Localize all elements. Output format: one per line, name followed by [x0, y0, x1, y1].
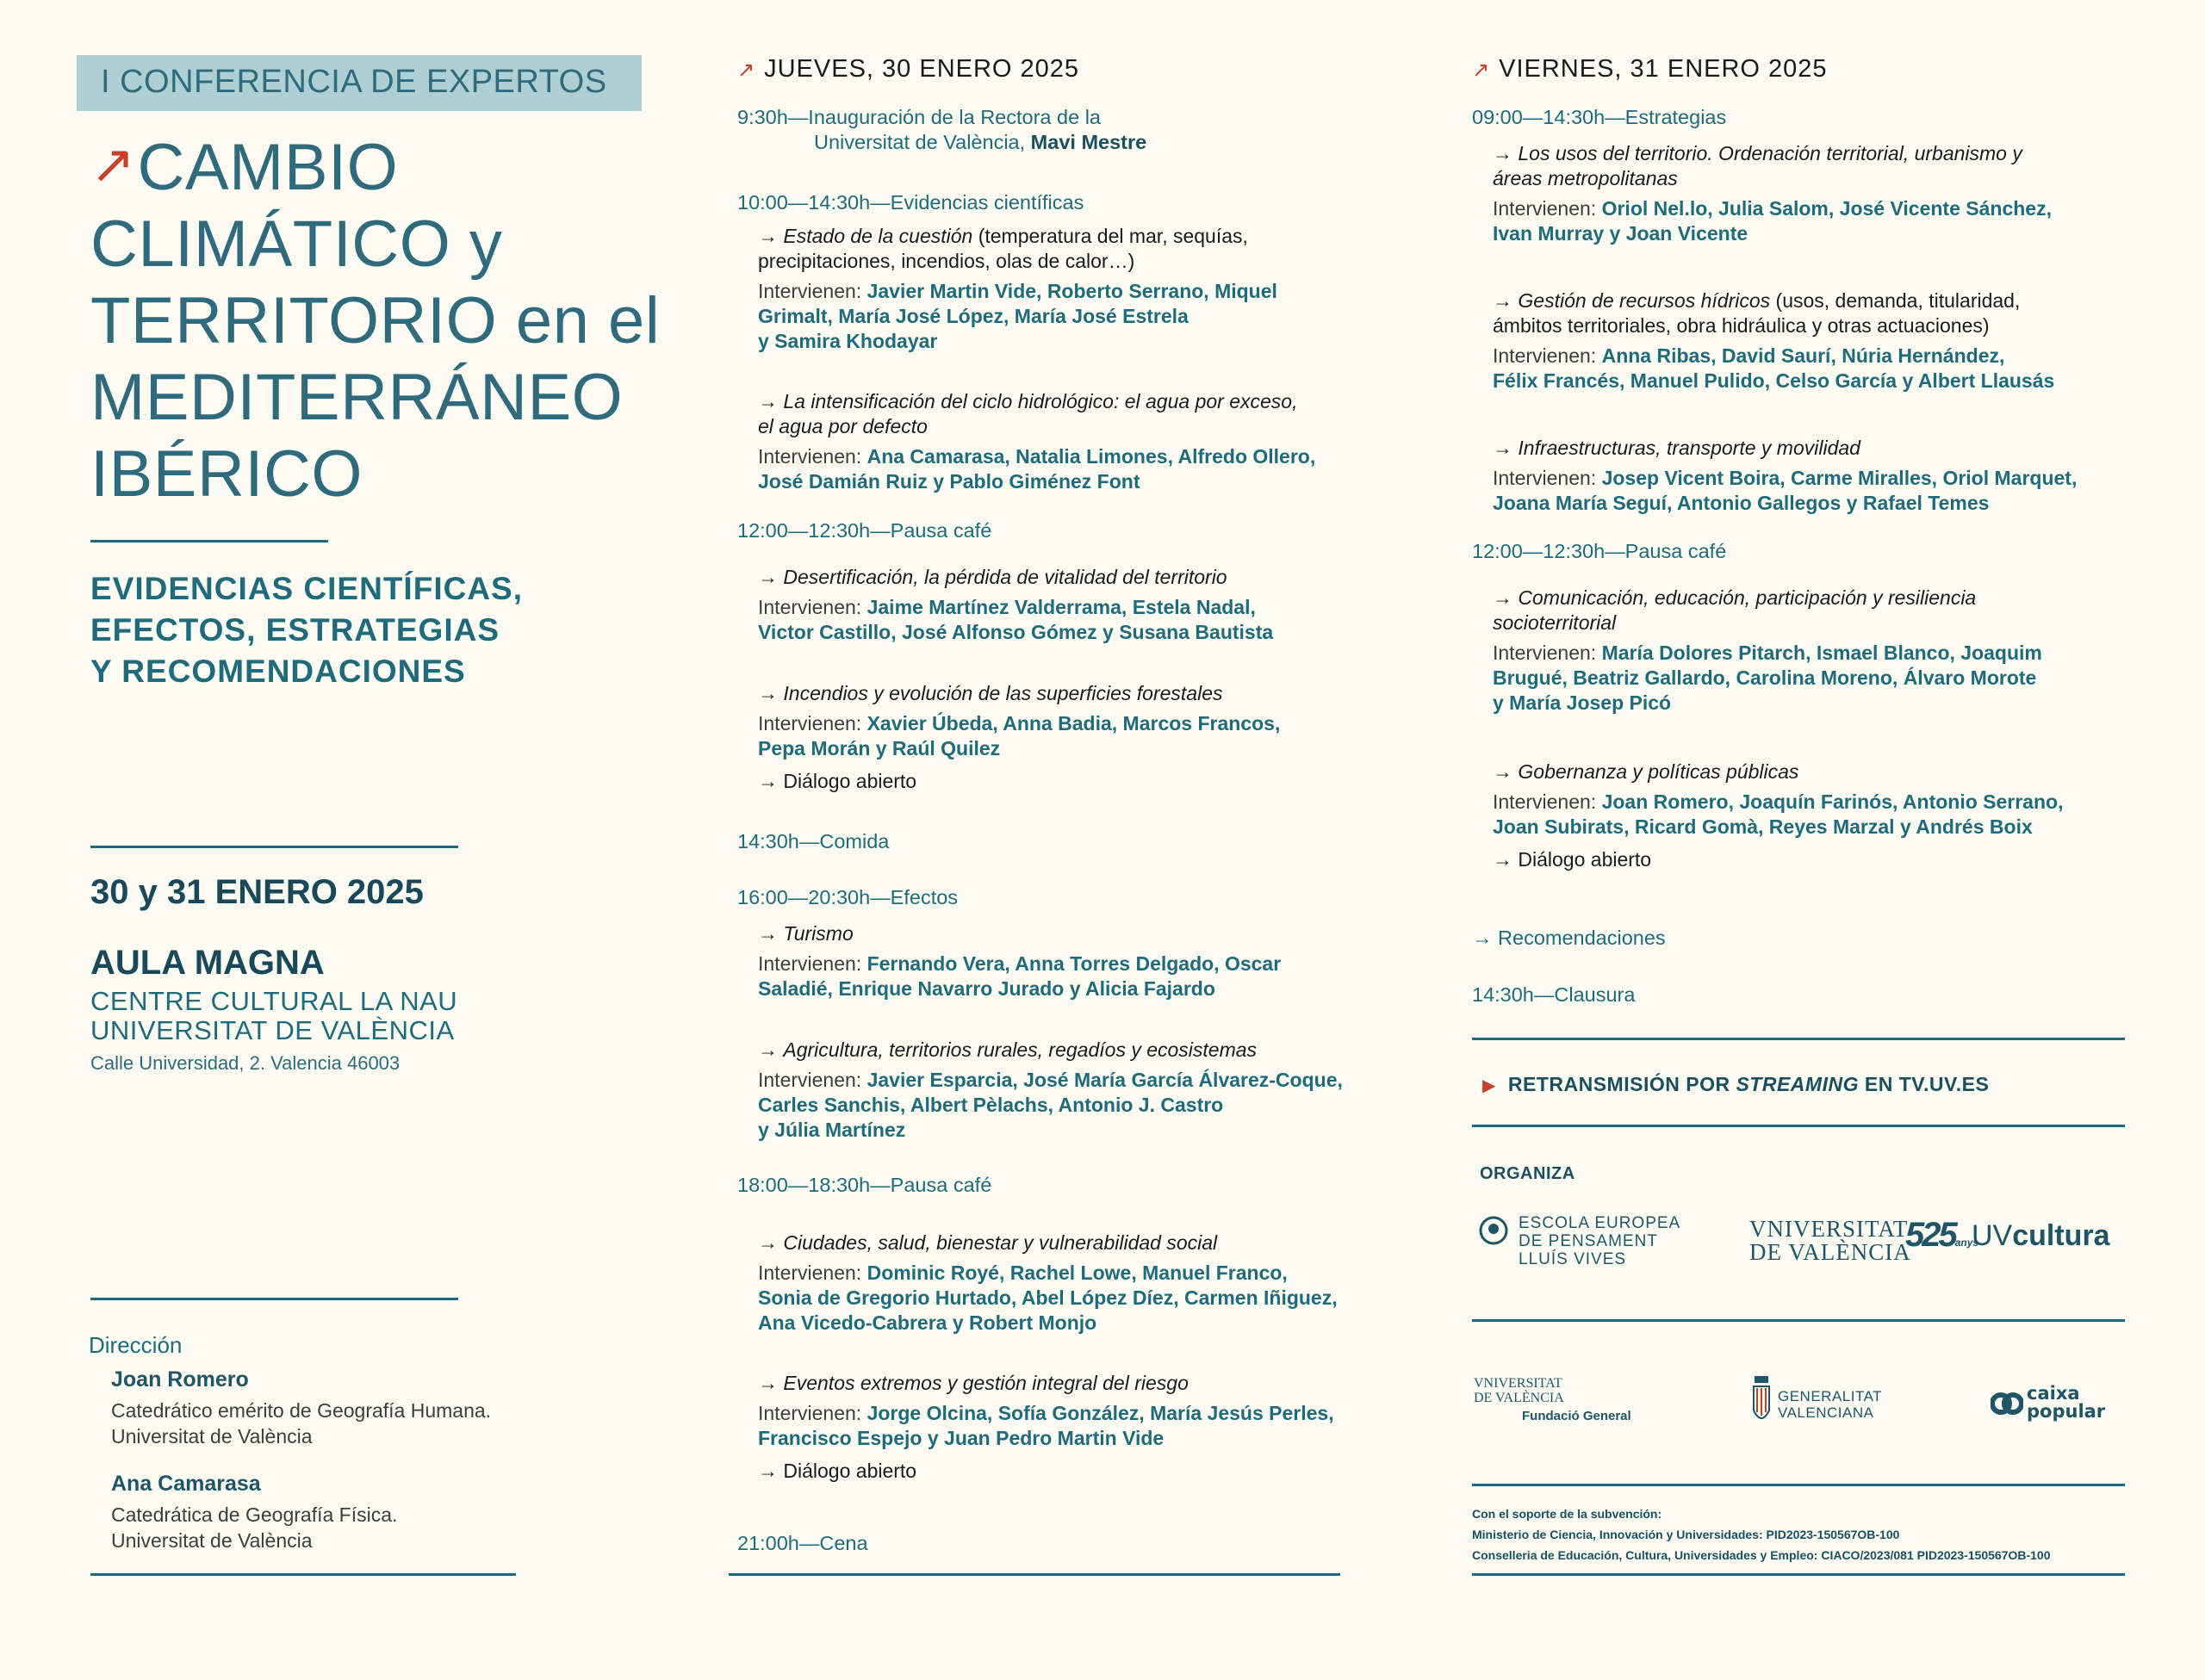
- session-speakers: [1493, 491, 2077, 516]
- logo-line: LLUÍS VIVES: [1519, 1250, 1627, 1268]
- session-speakers: [758, 620, 1273, 645]
- speaker-names: Anna Ribas, David Saurí, Núria Hernández,: [1601, 344, 2005, 367]
- divider: [90, 540, 328, 542]
- speakers-label: Intervienen:: [1493, 344, 1602, 367]
- logo-line: Fundació General: [1522, 1409, 1631, 1423]
- speaker-names: Jaime Martínez Valderrama, Estela Nadal,: [866, 596, 1256, 618]
- logo-line: GENERALITAT: [1778, 1388, 1883, 1404]
- logo-line: DE VALÈNCIA: [1474, 1391, 1564, 1405]
- speaker-names: Carles Sanchis, Albert Pèlachs, Antonio J. Castro: [758, 1094, 1224, 1116]
- speakers-label: Intervienen:: [758, 712, 867, 735]
- logo-line: DE PENSAMENT: [1519, 1232, 1658, 1250]
- speaker-names: Francisco Espejo y Juan Pedro Martin Vide: [758, 1427, 1165, 1449]
- logo-line: caixa: [2027, 1383, 2080, 1404]
- session-speakers: [1493, 369, 2054, 394]
- arrow-right-icon: →: [1493, 437, 1512, 459]
- speaker-names: Félix Francés, Manuel Pulido, Celso García y Albert Llausás: [1493, 369, 2055, 392]
- divider: [1472, 1038, 2125, 1040]
- speakers-label: Intervienen:: [1493, 197, 1602, 220]
- slot-comida: 14:30h—Comida: [737, 830, 890, 852]
- arrow-right-icon: →: [758, 1460, 778, 1482]
- session-topic: [758, 921, 1281, 946]
- arrow-right-icon: →: [1493, 760, 1512, 783]
- topic-title: Los usos del territorio. Ordenación territorial, urbanismo y: [1518, 142, 2022, 164]
- slot-efectos: 16:00—20:30h—Efectos: [737, 886, 959, 908]
- topic-title: La intensificación del ciclo hidrológico: el agua por exceso,: [783, 390, 1298, 412]
- arrow-right-icon: →: [1493, 142, 1512, 164]
- venue-details: [90, 987, 457, 1045]
- session-speakers: [758, 1093, 1343, 1118]
- day2-heading: [1472, 55, 1828, 84]
- logo-line: anys: [1954, 1237, 1979, 1249]
- arrow-right-icon: →: [1493, 289, 1512, 312]
- session: [758, 1231, 1338, 1336]
- dialogo-abierto: [758, 1460, 1334, 1483]
- slot-evidencias: 10:00—14:30h—Evidencias científicas: [737, 191, 1084, 214]
- topic-title: Desertificación, la pérdida de vitalidad del territorio: [783, 566, 1227, 588]
- speakers-label: Intervienen:: [758, 1069, 867, 1091]
- title-line: CLIMÁTICO y: [90, 208, 503, 281]
- venue-name: AULA MAGNA: [90, 944, 325, 982]
- speaker-names: Joan Subirats, Ricard Gomà, Reyes Marzal y Andrés Boix: [1493, 815, 2033, 838]
- session-speakers: [758, 329, 1277, 354]
- left-column: [77, 55, 671, 692]
- session-speakers: [758, 595, 1273, 620]
- subtitle-line: EVIDENCIAS CIENTÍFICAS,: [90, 571, 523, 606]
- session-topic: [1493, 759, 2063, 784]
- speaker-names: María Dolores Pitarch, Ismael Blanco, Joaquim: [1601, 642, 2042, 664]
- conference-badge: I CONFERENCIA DE EXPERTOS: [77, 55, 642, 111]
- title-line: IBÉRICO: [90, 437, 363, 511]
- divider: [90, 846, 458, 848]
- venue-line: UNIVERSITAT DE VALÈNCIA: [90, 1015, 455, 1045]
- session-speakers: [758, 952, 1281, 976]
- arrow-up-right-icon: ↗: [737, 59, 756, 82]
- topic-title: Gobernanza y políticas públicas: [1518, 760, 1799, 783]
- speaker-names: Josep Vicent Boira, Carme Miralles, Oriol Marquet,: [1601, 467, 2078, 489]
- slot-clausura: 14:30h—Clausura: [1472, 983, 1636, 1006]
- logo-line: VNIVERSITAT: [1474, 1376, 1562, 1391]
- logo-fundacio-general: [1474, 1376, 1631, 1423]
- topic-title: socioterritorial: [1493, 611, 1617, 634]
- arrow-right-icon: →: [758, 682, 778, 704]
- topic-note: (usos, demanda, titularidad,: [1770, 289, 2021, 312]
- speaker-names: Javier Esparcia, José María García Álvarez-Coque,: [866, 1069, 1343, 1091]
- session-speakers: [1493, 815, 2063, 840]
- generalitat-text: [1778, 1388, 1882, 1421]
- arrow-right-icon: →: [758, 225, 778, 247]
- divider: [729, 1573, 1340, 1576]
- session-speakers: [758, 1401, 1334, 1426]
- topic-title: Agricultura, territorios rurales, regadíos y ecosistemas: [783, 1038, 1258, 1061]
- slot-text: Recomendaciones: [1498, 927, 1666, 949]
- speakers-label: Intervienen:: [758, 596, 867, 618]
- session-speakers: [1493, 641, 2042, 666]
- speaker-names: Brugué, Beatriz Gallardo, Carolina Moreno, Álvaro Morote: [1493, 666, 2037, 689]
- logo-uvcultura: [1972, 1219, 2110, 1253]
- logo-line: popular: [2027, 1401, 2106, 1422]
- topic-title: el agua por defecto: [758, 415, 928, 437]
- note-line: Conselleria de Educación, Cultura, Universidades y Empleo: CIACO/2023/081 PID2023-150567OB-100: [1472, 1548, 2051, 1562]
- speaker-names: Ivan Murray y Joan Vicente: [1493, 222, 1748, 245]
- note-line: Ministerio de Ciencia, Innovación y Universidades: PID2023-150567OB-100: [1472, 1528, 1900, 1541]
- venue-address: Calle Universidad, 2. Valencia 46003: [90, 1052, 401, 1074]
- note-line: Con el soporte de la subvención:: [1472, 1507, 1662, 1521]
- session-speakers: [758, 469, 1315, 494]
- session-speakers: [758, 711, 1280, 736]
- session-speakers: [1493, 344, 2054, 369]
- speaker-names: Dominic Royé, Rachel Lowe, Manuel Franco,: [866, 1262, 1288, 1284]
- topic-title: Ciudades, salud, bienestar y vulnerabilidad social: [783, 1231, 1218, 1254]
- session: [758, 681, 1280, 793]
- subtitle: [90, 568, 671, 692]
- logo-line: VNIVERSITAT: [1749, 1216, 1909, 1242]
- logo-525-anys: [1905, 1216, 1978, 1255]
- speakers-label: Intervienen:: [1493, 642, 1602, 664]
- session-topic: [758, 389, 1315, 414]
- arrow-right-icon: →: [758, 1231, 778, 1254]
- session: [758, 224, 1277, 354]
- arrow-right-icon: →: [758, 922, 778, 945]
- director-name: Ana Camarasa: [111, 1472, 261, 1496]
- logo-line: 525: [1905, 1216, 1955, 1254]
- eepl-text: [1519, 1214, 1680, 1268]
- session-speakers: [1493, 196, 2052, 221]
- role-line: Universitat de València: [111, 1425, 313, 1448]
- slot-text-part: Universitat de València,: [814, 131, 1026, 153]
- day2-heading-text: VIERNES, 31 ENERO 2025: [1499, 55, 1828, 83]
- session-topic: [758, 1371, 1334, 1396]
- slot-estrategias: 09:00—14:30h—Estrategias: [1472, 106, 1727, 128]
- caixa-popular-icon: [1991, 1388, 2023, 1419]
- speaker-name: Mavi Mestre: [1030, 131, 1147, 153]
- arrow-right-icon: →: [1493, 848, 1512, 871]
- session-speakers: [758, 1068, 1343, 1093]
- title-line: CAMBIO: [137, 131, 399, 204]
- session-speakers: [758, 1426, 1334, 1451]
- dialogo-abierto: [1493, 848, 2063, 871]
- speaker-names: Grimalt, María José López, María José Estrela: [758, 305, 1189, 327]
- logo-line: ESCOLA EUROPEA: [1519, 1214, 1681, 1232]
- arrow-up-right-icon: ↗: [1472, 59, 1491, 82]
- stream-text: EN TV.UV.ES: [1858, 1073, 1990, 1095]
- speaker-names: Saladié, Enrique Navarro Jurado y Alicia Fajardo: [758, 977, 1215, 1000]
- main-title: [90, 127, 671, 512]
- session-speakers: [758, 279, 1277, 304]
- title-line: MEDITERRÁNEO: [90, 361, 624, 434]
- session-speakers: [1493, 691, 2042, 716]
- speakers-label: Intervienen:: [758, 1402, 867, 1424]
- slot-pausa: 18:00—18:30h—Pausa café: [737, 1174, 992, 1196]
- topic-title: Incendios y evolución de las superficies forestales: [783, 682, 1223, 704]
- slot-cena: 21:00h—Cena: [737, 1532, 868, 1554]
- divider: [1472, 1125, 2125, 1127]
- session: [758, 1038, 1343, 1143]
- speaker-names: Oriol Nel.lo, Julia Salom, José Vicente Sánchez,: [1601, 197, 2052, 220]
- eepl-emblem-icon: [1479, 1216, 1508, 1245]
- session-speakers: [758, 304, 1277, 329]
- director: [111, 1472, 397, 1553]
- session-speakers: [1493, 466, 2077, 491]
- stream-text: RETRANSMISIÓN POR: [1507, 1073, 1736, 1095]
- speaker-names: Ana Camarasa, Natalia Limones, Alfredo Ollero,: [866, 445, 1316, 468]
- logo-line: cultura: [2012, 1219, 2110, 1252]
- session: [1493, 586, 2042, 716]
- divider: [90, 1298, 458, 1300]
- arrow-right-icon: →: [758, 1038, 778, 1061]
- director: [111, 1367, 491, 1449]
- divider: [90, 1573, 516, 1576]
- speaker-names: Pepa Morán y Raúl Quilez: [758, 737, 1001, 759]
- session-topic: [758, 1038, 1343, 1063]
- venue-line: CENTRE CULTURAL LA NAU: [90, 986, 458, 1016]
- session-speakers: [758, 1311, 1338, 1336]
- topic-title: áreas metropolitanas: [1493, 167, 1678, 189]
- subtitle-line: Y RECOMENDACIONES: [90, 654, 466, 689]
- topic-title: Infraestructuras, transporte y movilidad: [1518, 437, 1860, 459]
- topic-title: Eventos extremos y gestión integral del riesgo: [783, 1372, 1189, 1394]
- speaker-names: Fernando Vera, Anna Torres Delgado, Oscar: [866, 952, 1282, 975]
- speaker-names: Jorge Olcina, Sofía González, María Jesús Perles,: [866, 1402, 1334, 1424]
- session-topic: [758, 414, 1315, 439]
- session: [1493, 759, 2063, 871]
- stream-text: STREAMING: [1736, 1073, 1859, 1095]
- funding-note: [1472, 1503, 2144, 1565]
- role-line: Catedrática de Geografía Física.: [111, 1503, 398, 1526]
- speakers-label: Intervienen:: [758, 280, 867, 302]
- session-topic: [1493, 611, 2042, 635]
- session-topic: [1493, 166, 2052, 191]
- speakers-label: Intervienen:: [758, 445, 867, 468]
- speaker-names: y Samira Khodayar: [758, 330, 938, 352]
- recomendaciones: [1472, 926, 1666, 951]
- session-topic: [758, 1231, 1338, 1255]
- topic-note: (temperatura del mar, sequías,: [972, 225, 1248, 247]
- speaker-names: José Damián Ruiz y Pablo Giménez Font: [758, 470, 1140, 493]
- topic-title: Estado de la cuestión: [783, 225, 973, 247]
- session-speakers: [758, 976, 1281, 1001]
- speakers-label: Intervienen:: [758, 952, 867, 975]
- generalitat-shield-icon: [1752, 1376, 1771, 1426]
- topic-title: Comunicación, educación, participación y resiliencia: [1518, 586, 1977, 609]
- divider: [1472, 1573, 2125, 1576]
- speaker-names: Sonia de Gregorio Hurtado, Abel López Díez, Carmen Iñiguez,: [758, 1286, 1338, 1309]
- session-topic: [758, 565, 1273, 590]
- session-topic: [1493, 436, 2077, 461]
- director-role: [111, 1398, 491, 1449]
- title-line: TERRITORIO en el: [90, 284, 661, 357]
- logo-line: DE VALÈNCIA: [1749, 1239, 1911, 1265]
- speakers-label: Intervienen:: [758, 1262, 867, 1284]
- speaker-names: Joana María Seguí, Antonio Gallegos y Rafael Temes: [1493, 492, 1990, 514]
- day1-heading-text: JUEVES, 30 ENERO 2025: [764, 55, 1080, 83]
- session: [1493, 288, 2054, 394]
- slot-text: 9:30h—Inauguración de la Rectora de la: [737, 106, 1101, 128]
- director-name: Joan Romero: [111, 1367, 249, 1392]
- slot-pausa: 12:00—12:30h—Pausa café: [737, 519, 992, 542]
- session-topic: [1493, 586, 2042, 611]
- dialog-text: Diálogo abierto: [1518, 848, 1652, 871]
- logo-line: VALENCIANA: [1778, 1404, 1874, 1421]
- dialogo-abierto: [758, 770, 1280, 793]
- logo-line: UV: [1972, 1219, 2013, 1252]
- speaker-names: Joan Romero, Joaquín Farinós, Antonio Serrano,: [1601, 790, 2064, 813]
- caixa-popular-text: [2027, 1385, 2105, 1421]
- session-topic: precipitaciones, incendios, olas de calor…): [758, 250, 1135, 272]
- subtitle-line: EFECTOS, ESTRATEGIAS: [90, 612, 500, 648]
- session-speakers: [758, 1118, 1343, 1143]
- dialog-text: Diálogo abierto: [783, 770, 917, 792]
- slot-inauguracion: [737, 105, 1146, 155]
- session: [758, 389, 1315, 494]
- play-icon: ▶: [1482, 1076, 1496, 1095]
- day1-heading: [737, 55, 1079, 84]
- speaker-names: y Júlia Martínez: [758, 1119, 906, 1141]
- divider: [1472, 1319, 2125, 1322]
- session-topic: [1493, 141, 2052, 166]
- arrow-up-right-icon: ↗: [90, 135, 136, 195]
- streaming-link[interactable]: [1482, 1073, 1989, 1096]
- role-line: Universitat de València: [111, 1529, 313, 1552]
- organiza-label: ORGANIZA: [1480, 1164, 1575, 1183]
- topic-title: Gestión de recursos hídricos: [1518, 289, 1771, 312]
- session-speakers: [758, 1261, 1338, 1286]
- session-speakers: [758, 1286, 1338, 1311]
- arrow-right-icon: →: [758, 1372, 778, 1394]
- speakers-label: Intervienen:: [1493, 790, 1602, 813]
- topic-title: Turismo: [783, 922, 854, 945]
- session-speakers: [758, 444, 1315, 469]
- director-role: [111, 1502, 397, 1553]
- slot-pausa: 12:00—12:30h—Pausa café: [1472, 540, 1727, 562]
- session-topic: [758, 224, 1277, 249]
- arrow-right-icon: →: [758, 390, 778, 412]
- session-speakers: [1493, 221, 2052, 246]
- slot-text: [814, 130, 1146, 155]
- arrow-right-icon: →: [1493, 586, 1512, 609]
- speaker-names: Ana Vicedo-Cabrera y Robert Monjo: [758, 1311, 1097, 1334]
- speaker-names: Victor Castillo, José Alfonso Gómez y Susana Bautista: [758, 621, 1274, 643]
- session: [1493, 141, 2052, 246]
- speaker-names: Javier Martin Vide, Roberto Serrano, Miquel: [866, 280, 1277, 302]
- speakers-label: Intervienen:: [1493, 467, 1602, 489]
- session-topic: [758, 681, 1280, 706]
- session: [758, 1371, 1334, 1483]
- session-speakers: [1493, 666, 2042, 691]
- role-line: Catedrático emérito de Geografía Humana.: [111, 1399, 492, 1422]
- session-speakers: [758, 736, 1280, 761]
- arrow-right-icon: →: [1472, 927, 1493, 949]
- direccion-label: Dirección: [89, 1332, 183, 1358]
- session: [758, 565, 1273, 645]
- dialog-text: Diálogo abierto: [783, 1460, 917, 1482]
- event-dates: 30 y 31 ENERO 2025: [90, 873, 424, 911]
- divider: [1472, 1484, 2125, 1486]
- session: [1493, 436, 2077, 516]
- arrow-right-icon: →: [758, 566, 778, 588]
- speaker-names: Xavier Úbeda, Anna Badia, Marcos Francos,: [866, 712, 1281, 735]
- speaker-names: y María Josep Picó: [1493, 691, 1672, 714]
- session-topic: [1493, 288, 2054, 313]
- arrow-right-icon: →: [758, 770, 778, 792]
- session-topic: ámbitos territoriales, obra hidráulica y otras actuaciones): [1493, 314, 1990, 337]
- session: [758, 921, 1281, 1001]
- logo-universitat-valencia: [1749, 1218, 1911, 1264]
- session-speakers: [1493, 790, 2063, 815]
